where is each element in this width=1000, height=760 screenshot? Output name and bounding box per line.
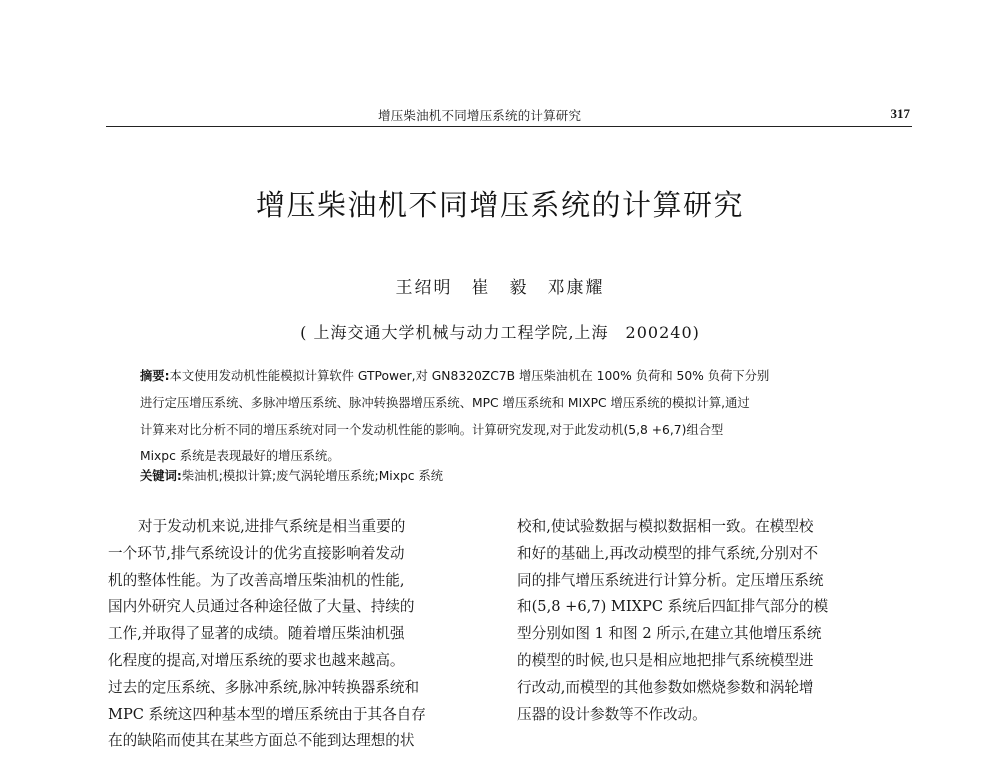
affiliation: ( 上海交通大学机械与动力工程学院,上海 200240) [300,323,700,342]
body-column-right [517,514,909,728]
body-column-left [108,514,500,755]
body-line: 和好的基础上,再改动模型的排气系统,分别对不 [517,544,819,562]
body-line: 型分别如图 1 和图 2 所示,在建立其他增压系统 [517,625,822,643]
abstract-line: Mixpc 系统是表现最好的增压系统。 [140,449,340,464]
page-number: 317 [890,106,910,121]
abstract [140,365,880,472]
body-line: 一个环节,排气系统设计的优劣直接影响着发动 [108,544,405,562]
body-line: 的模型的时候,也只是相应地把排气系统模型进 [517,651,814,669]
body-line: 同的排气增压系统进行计算分析。定压增压系统 [517,571,824,589]
keywords-label: 关键词: [140,469,182,483]
body-line: 在的缺陷而使其在某些方面总不能到达理想的状 [108,732,415,750]
running-head [106,105,912,125]
author-list: 王绍明 崔 毅 邓康耀 [395,278,605,298]
abstract-text: 本文使用发动机性能模拟计算软件 GTPower,对 GN8320ZC7B 增压柴油机在 100% 负荷和 50% 负荷下分别 [169,369,770,383]
body-line: MPC 系统这四种基本型的增压系统由于其各自存 [108,705,426,723]
running-head-title: 增压柴油机不同增压系统的计算研究 [378,108,582,123]
body-line: 国内外研究人员通过各种途径做了大量、持续的 [108,598,415,616]
body-line: 工作,并取得了显著的成绩。随着增压柴油机强 [108,625,405,643]
abstract-line: 计算来对比分析不同的增压系统对同一个发动机性能的影响。计算研究发现,对于此发动机(5,8 +6,7)组合型 [140,422,724,437]
abstract-label: 摘要: [140,369,170,383]
header-rule [106,126,912,127]
abstract-line [140,365,880,392]
body-line: 机的整体性能。为了改善高增压柴油机的性能, [108,571,405,589]
body-line: 压器的设计参数等不作改动。 [517,705,707,723]
body-line: 和(5,8 +6,7) MIXPC 系统后四缸排气部分的模 [517,598,829,616]
body-line: 行改动,而模型的其他参数如燃烧参数和涡轮增 [517,678,814,696]
keywords-text: 柴油机;模拟计算;废气涡轮增压系统;Mixpc 系统 [181,469,444,483]
paper-title: 增压柴油机不同增压系统的计算研究 [255,188,744,222]
body-line: 化程度的提高,对增压系统的要求也越来越高。 [108,651,405,669]
body-line: 校和,使试验数据与模拟数据相一致。在模型校 [517,518,814,535]
body-line: 过去的定压系统、多脉冲系统,脉冲转换器系统和 [108,678,420,696]
body-line: 对于发动机来说,进排气系统是相当重要的 [138,518,406,535]
keywords [140,466,880,484]
abstract-line: 进行定压增压系统、多脉冲增压系统、脉冲转换器增压系统、MPC 增压系统和 MIXPC 增压系统的模拟计算,通过 [140,395,750,410]
